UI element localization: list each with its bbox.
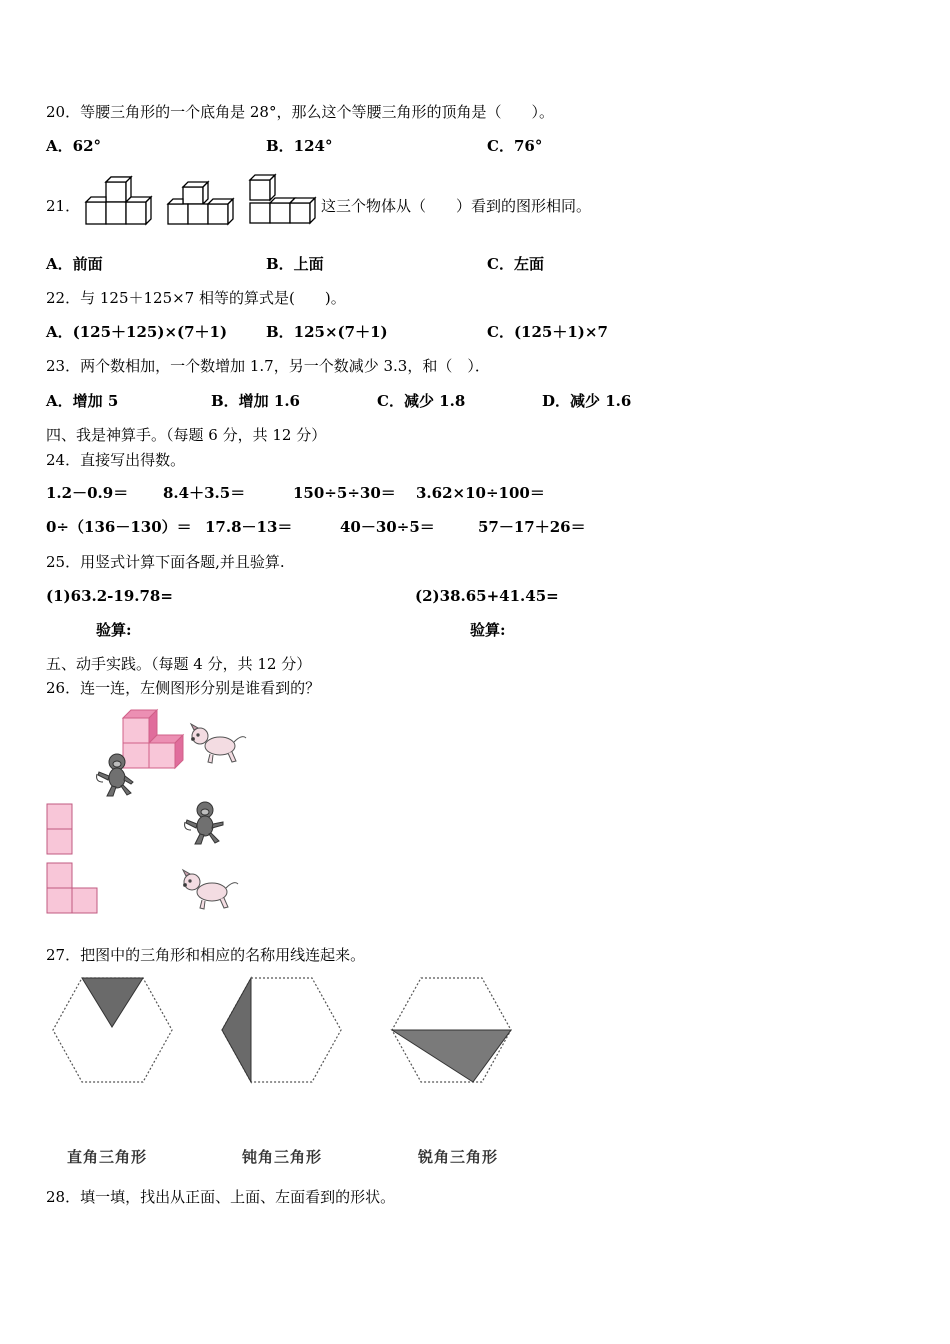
q24-item: 8.4＋3.5＝	[163, 484, 246, 502]
view-l-shape	[46, 862, 100, 916]
q25-part-1: (1)63.2-19.78=	[46, 587, 173, 605]
cube-figure-3	[248, 173, 318, 229]
dog-icon	[180, 868, 240, 913]
q24-item: 0÷（136－130）＝	[46, 518, 192, 536]
q23-option-b: B．增加 1.6	[211, 392, 300, 410]
label-right-triangle: 直角三角形	[67, 1148, 148, 1166]
q20-stem: 20．等腰三角形的一个底角是 28°，那么这个等腰三角形的顶角是（ ）。	[46, 103, 554, 121]
section-4-heading: 四、我是神算手。（每题 6 分，共 12 分）	[46, 426, 327, 444]
q21-option-a: A．前面	[46, 255, 103, 273]
q23-option-a: A．增加 5	[46, 392, 119, 410]
view-two-stacked-squares	[46, 803, 74, 855]
hexagon-with-triangle-1	[51, 975, 175, 1085]
q26-stem: 26．连一连，左侧图形分别是谁看到的？	[46, 679, 321, 697]
monkey-icon	[181, 800, 227, 846]
section-5-heading: 五、动手实践。（每题 4 分，共 12 分）	[46, 655, 312, 673]
q22-option-c: C．(125＋1)×7	[487, 323, 608, 341]
q22-stem: 22．与 125＋125×7 相等的算式是( )。	[46, 289, 346, 307]
q20-option-c: C．76°	[487, 137, 543, 155]
q27-stem: 27．把图中的三角形和相应的名称用线连起来。	[46, 946, 366, 964]
q24-item: 1.2－0.9＝	[46, 484, 129, 502]
q28-stem: 28．填一填，找出从正面、上面、左面看到的形状。	[46, 1188, 396, 1206]
q22-option-a: A．(125＋125)×(7＋1)	[46, 323, 228, 341]
q23-stem: 23．两个数相加，一个数增加 1.7，另一个数减少 3.3，和（ ）．	[46, 357, 490, 375]
q25-stem: 25．用竖式计算下面各题,并且验算.	[46, 553, 285, 571]
q24-stem: 24．直接写出得数。	[46, 451, 186, 469]
hexagon-with-triangle-3	[390, 975, 514, 1085]
q24-item: 40－30÷5＝	[340, 518, 435, 536]
q21-option-c: C．左面	[487, 255, 544, 273]
q23-option-c: C．减少 1.8	[377, 392, 466, 410]
q24-item: 150÷5÷30＝	[293, 484, 396, 502]
monkey-icon	[93, 752, 139, 798]
q24-item: 57－17＋26＝	[478, 518, 586, 536]
q24-item: 3.62×10÷100＝	[416, 484, 545, 502]
cube-figure-2	[166, 175, 236, 231]
q21-option-b: B．上面	[266, 255, 324, 273]
q24-item: 17.8－13＝	[205, 518, 293, 536]
q25-check-2: 验算:	[470, 621, 506, 639]
cube-figure-1	[84, 175, 154, 231]
dog-icon	[188, 722, 248, 767]
q20-option-b: B．124°	[266, 137, 333, 155]
q21-number: 21．	[46, 197, 81, 215]
q20-option-a: A．62°	[46, 137, 102, 155]
q25-check-1: 验算:	[96, 621, 132, 639]
q25-part-2: (2)38.65+41.45=	[415, 587, 559, 605]
q22-option-b: B．125×(7＋1)	[266, 323, 388, 341]
q23-option-d: D．减少 1.6	[542, 392, 632, 410]
q21-stem: 这三个物体从（ ）看到的图形相同。	[321, 197, 592, 215]
hexagon-with-triangle-2	[220, 975, 344, 1085]
label-acute-triangle: 锐角三角形	[418, 1148, 499, 1166]
label-obtuse-triangle: 钝角三角形	[242, 1148, 323, 1166]
